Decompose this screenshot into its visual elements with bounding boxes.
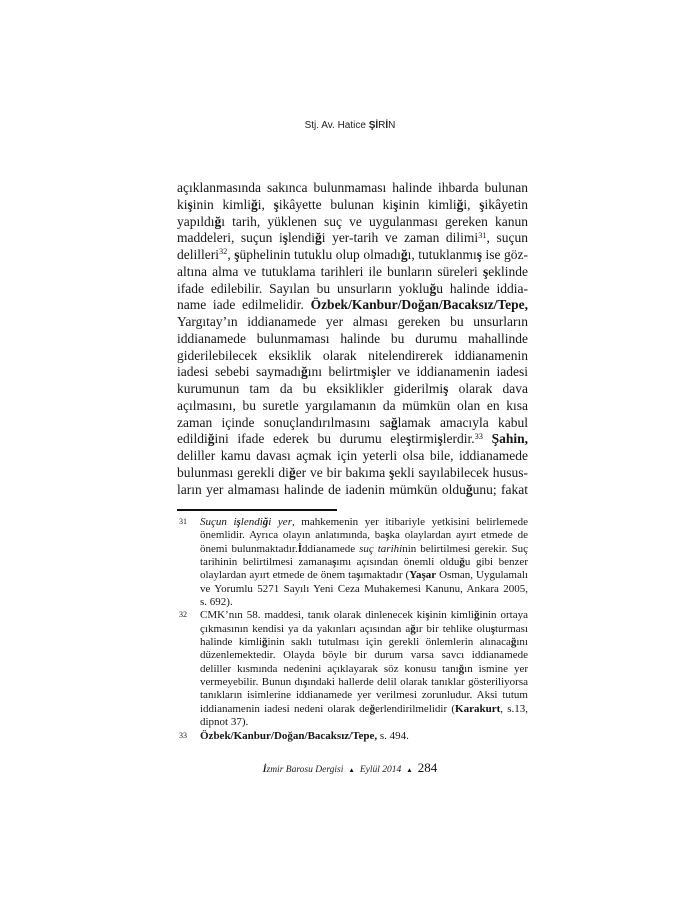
text-segment: açılmasını, bu suretle yargılamanın da mümkün olan en kısa: [177, 397, 528, 413]
substituted-glyph: ş: [282, 230, 288, 246]
text-segment: nin belirtilmesi gerekir. Suç: [402, 542, 528, 555]
footnote-number: 33: [179, 730, 187, 740]
text-segment: Şahin,: [491, 431, 529, 447]
body-text-line: [177, 264, 528, 281]
body-text-line: [177, 180, 528, 197]
substituted-glyph: ş: [273, 196, 279, 212]
substituted-glyph: Ş: [368, 120, 376, 131]
body-text-line: [177, 448, 528, 465]
text-segment: zaman içinde sonuçlandırılmasını sağlamak amacıyla kabul: [177, 414, 528, 430]
text-segment: halinde kimliğinin saklı tutulması için gerekli önlemlerin alınacağını: [200, 636, 528, 649]
text-segment: edildiğini ifade ederek bu durumu eleştirmişlerdir.: [177, 431, 475, 447]
substituted-glyph: İ: [385, 120, 389, 131]
text-segment: name iade edilmelidir.: [177, 297, 311, 313]
text-segment: Yargıtay’ın iddianamede yer alması gereken bu unsurların: [177, 314, 528, 329]
text-segment: düzenlemektedir. Olayda böyle bir durum varsa savcı iddianamede: [200, 649, 528, 662]
substituted-glyph: ş: [479, 196, 485, 212]
text-segment: tanıkların isimlerine iddianamede yer verilmesi zorunludur. Aksi tutum: [200, 689, 528, 702]
body-text-line: [177, 465, 528, 482]
body-text-line: [177, 482, 528, 499]
body-text-line: [177, 348, 528, 365]
footnote-separator: [177, 509, 337, 511]
footnote-text-line: [200, 716, 528, 729]
text-segment: , mahkemenin yer itibariyle yetkisini belirlemede: [291, 516, 528, 528]
footnote-ref: 32: [218, 247, 228, 257]
substituted-glyph: ğ: [301, 364, 308, 380]
substituted-glyph: ş: [332, 556, 337, 569]
running-header: Stj. Av. Hatice ŞİRİN: [304, 120, 396, 131]
substituted-glyph: ğ: [473, 609, 480, 622]
substituted-glyph: ğ: [390, 414, 398, 430]
text-segment: CMK’nın 58. maddesi, tanık olarak dinlenecek kişinin kimliğinin ortaya: [200, 609, 528, 622]
text-segment: vermeyebilir. Bunun dışındaki hallerde delil olarak tanıklar gösteriliyorsa: [200, 676, 528, 689]
substituted-glyph: ğ: [465, 481, 473, 497]
footnotes: [177, 516, 528, 743]
footnote-text-line: [200, 596, 528, 609]
text-segment: kurumunun tam da bu eksiklikler giderilmiş olarak dava: [177, 381, 528, 396]
triangle-icon: ▲: [348, 767, 355, 774]
footnote-text-line: [200, 636, 528, 649]
triangle-icon: ▲: [406, 767, 413, 774]
substituted-glyph: ğ: [262, 516, 269, 528]
substituted-glyph: Ş: [491, 431, 500, 447]
text-segment: kişinin kimliği, şikâyette bulunan kişinin kimliği, şikâyetin: [177, 196, 528, 212]
text-segment: suç tarihi: [359, 542, 403, 555]
substituted-glyph: ş: [425, 609, 430, 622]
body-text-line: [177, 281, 528, 298]
body-text-line: [177, 247, 528, 264]
substituted-glyph: ş: [234, 247, 240, 262]
text-segment: deliller kısmında nedenini açıklayarak söz konusu tanığın ismine yer: [200, 662, 528, 675]
body-text-line: [177, 331, 528, 348]
body-text-line: [177, 381, 528, 398]
substituted-glyph: ğ: [315, 230, 322, 246]
body-text-line: [177, 197, 528, 214]
footnote-number: 31: [179, 517, 187, 526]
text-segment: iddianamenin iadesi nedeni olarak değerlendirilmelidir (: [200, 702, 456, 715]
text-segment: delilleri: [177, 247, 219, 262]
substituted-glyph: ğ: [410, 622, 416, 635]
substituted-glyph: ş: [236, 516, 241, 528]
text-segment: Yaşar: [409, 569, 437, 582]
footnote-text-line: [200, 649, 528, 662]
substituted-glyph: ğ: [287, 729, 293, 742]
substituted-glyph: ş: [437, 431, 443, 447]
footnote-text-line: [200, 663, 528, 676]
footnote-text-line: [200, 609, 528, 622]
substituted-glyph: ş: [405, 431, 412, 447]
text-segment: tarihinin belirtilmesi zamanaşımı açısından önemli olduğu gibi benzer: [200, 556, 528, 569]
substituted-glyph: ğ: [400, 247, 408, 262]
substituted-glyph: ş: [356, 569, 361, 582]
substituted-glyph: ğ: [456, 196, 464, 212]
text-segment: ifade edilebilir. Sayılan bu unsurların yokluğu halinde iddia-: [177, 280, 529, 296]
body-text-line: [177, 214, 528, 231]
footnote-text-line: [200, 583, 528, 596]
substituted-glyph: ğ: [458, 662, 465, 675]
substituted-glyph: İ: [262, 765, 267, 775]
substituted-glyph: ğ: [417, 297, 425, 313]
footnote-text-line: [200, 676, 528, 689]
footer-journal-title: İzmir Barosu Dergisi: [262, 765, 344, 775]
footnote-33: [177, 730, 528, 743]
text-segment: dipnot 37).: [200, 716, 249, 729]
text-segment: önemi bulunmaktadır.İddianamede: [200, 542, 360, 555]
body-text-line: [177, 415, 528, 432]
substituted-glyph: ş: [393, 196, 399, 212]
text-segment: altına alma ve tutuklama tarihleri ile bunların süreleri şeklinde: [177, 263, 528, 279]
footnote-text-line: [200, 529, 528, 542]
substituted-glyph: İ: [297, 542, 303, 555]
footnote-ref: 31: [478, 230, 487, 240]
text-segment: , s.13,: [500, 702, 529, 715]
footnote-text-line: [200, 623, 528, 636]
text-segment: yapıldığı tarih, yüklenen suç ve uygulanması gereken kanun: [177, 213, 528, 229]
substituted-glyph: ğ: [214, 213, 222, 229]
substituted-glyph: ğ: [262, 636, 268, 649]
page-number: 284: [417, 760, 438, 775]
footnote-31: [177, 516, 528, 609]
substituted-glyph: ş: [482, 263, 489, 279]
text-segment: Karakurt: [455, 702, 501, 715]
substituted-glyph: ğ: [288, 464, 296, 480]
body-text-line: [177, 297, 528, 314]
substituted-glyph: ğ: [251, 196, 258, 212]
footnote-number: 32: [179, 610, 187, 620]
text-segment: Suçun işlendiği yer: [200, 516, 292, 528]
footnote-text-line: [200, 569, 528, 582]
footnote-text-line: [200, 703, 528, 716]
substituted-glyph: ş: [443, 381, 449, 396]
body-text-line: [177, 398, 528, 415]
text-segment: s. 494.: [377, 729, 409, 742]
text-segment: Özbek/Kanbur/Doğan/Bacaksız/Tepe,: [200, 729, 378, 742]
substituted-glyph: ğ: [429, 280, 437, 296]
footnote-text-line: [200, 556, 528, 569]
substituted-glyph: ş: [303, 676, 308, 689]
footnote-text-line: [200, 543, 528, 556]
body-text-line: [177, 431, 528, 448]
substituted-glyph: ğ: [510, 636, 517, 649]
footnote-text-line: [200, 730, 528, 743]
footnote-text-line: [200, 689, 528, 702]
substituted-glyph: ş: [476, 247, 482, 262]
text-segment: bulunması gerekli diğer ve bir bakıma şekli sayılabilecek husus-: [177, 464, 528, 480]
footer-issue-date: Eylül 2014: [359, 765, 402, 775]
text-segment: , şüphelinin tutuklu olup olmadığı, tutuklanmış ise göz-: [227, 247, 529, 262]
text-segment: [483, 431, 492, 446]
text-segment: iadesi sebebi saymadığını belirtmişler ve iddianamenin iadesi: [177, 364, 529, 380]
footnote-32: [177, 609, 528, 729]
substituted-glyph: ş: [385, 529, 390, 542]
text-segment: önemlidir. Ayrıca olayın anlatımında, başka olaylardan ayırt etmede de: [200, 529, 529, 542]
text-segment: Özbek/Kanbur/Doğan/Bacaksız/Tepe,: [310, 297, 528, 313]
footnote-ref: 33: [474, 431, 483, 441]
footer-line: [263, 760, 437, 776]
substituted-glyph: ş: [490, 622, 495, 635]
text-segment: , suçun: [486, 230, 528, 246]
body-text-line: [177, 364, 528, 381]
text-segment: deliller kamu davası açmak için yeterli olsa bile, iddianamede: [177, 448, 528, 463]
substituted-glyph: ş: [421, 569, 426, 582]
text-segment: giderilebilecek eksiklik olarak nitelendirerek iddianamenin: [177, 347, 528, 363]
text-segment: çıkmasının kendisi ya da yakınları açısından ağır bir tehlike oluşturması: [200, 622, 528, 635]
text-segment: Osman, Uygulamalı: [436, 569, 528, 582]
text-segment: ların yer almaması halinde de iadenin mümkün olduğunu; fakat: [177, 481, 528, 497]
substituted-glyph: ğ: [369, 702, 376, 715]
substituted-glyph: ş: [371, 364, 377, 380]
text-segment: s. 692).: [200, 596, 233, 609]
text-segment: olaylardan ayırt etmede de önem taşımaktadır (: [200, 569, 410, 582]
substituted-glyph: ğ: [459, 556, 465, 569]
body-text: [177, 180, 528, 498]
text-segment: ve Yorumlu 5271 Sayılı Yeni Ceza Muhakemesi Kanunu, Ankara 2005,: [200, 582, 528, 595]
text-segment: maddeleri, suçun işlendiği yer-tarih ve zaman dilimi: [177, 230, 479, 246]
substituted-glyph: ş: [389, 464, 395, 480]
substituted-glyph: ğ: [207, 431, 215, 447]
substituted-glyph: ş: [187, 196, 193, 212]
page-footer: [0, 759, 700, 777]
text-segment: iddianamede bulunmaması halinde bu durumu mahallinde: [177, 330, 528, 346]
body-text-line: [177, 230, 528, 247]
body-text-line: [177, 314, 528, 331]
text-segment: açıklanmasında sakınca bulunmaması halinde ihbarda bulunan: [177, 180, 528, 195]
footnote-text-line: [200, 516, 528, 529]
substituted-glyph: İ: [375, 120, 379, 131]
